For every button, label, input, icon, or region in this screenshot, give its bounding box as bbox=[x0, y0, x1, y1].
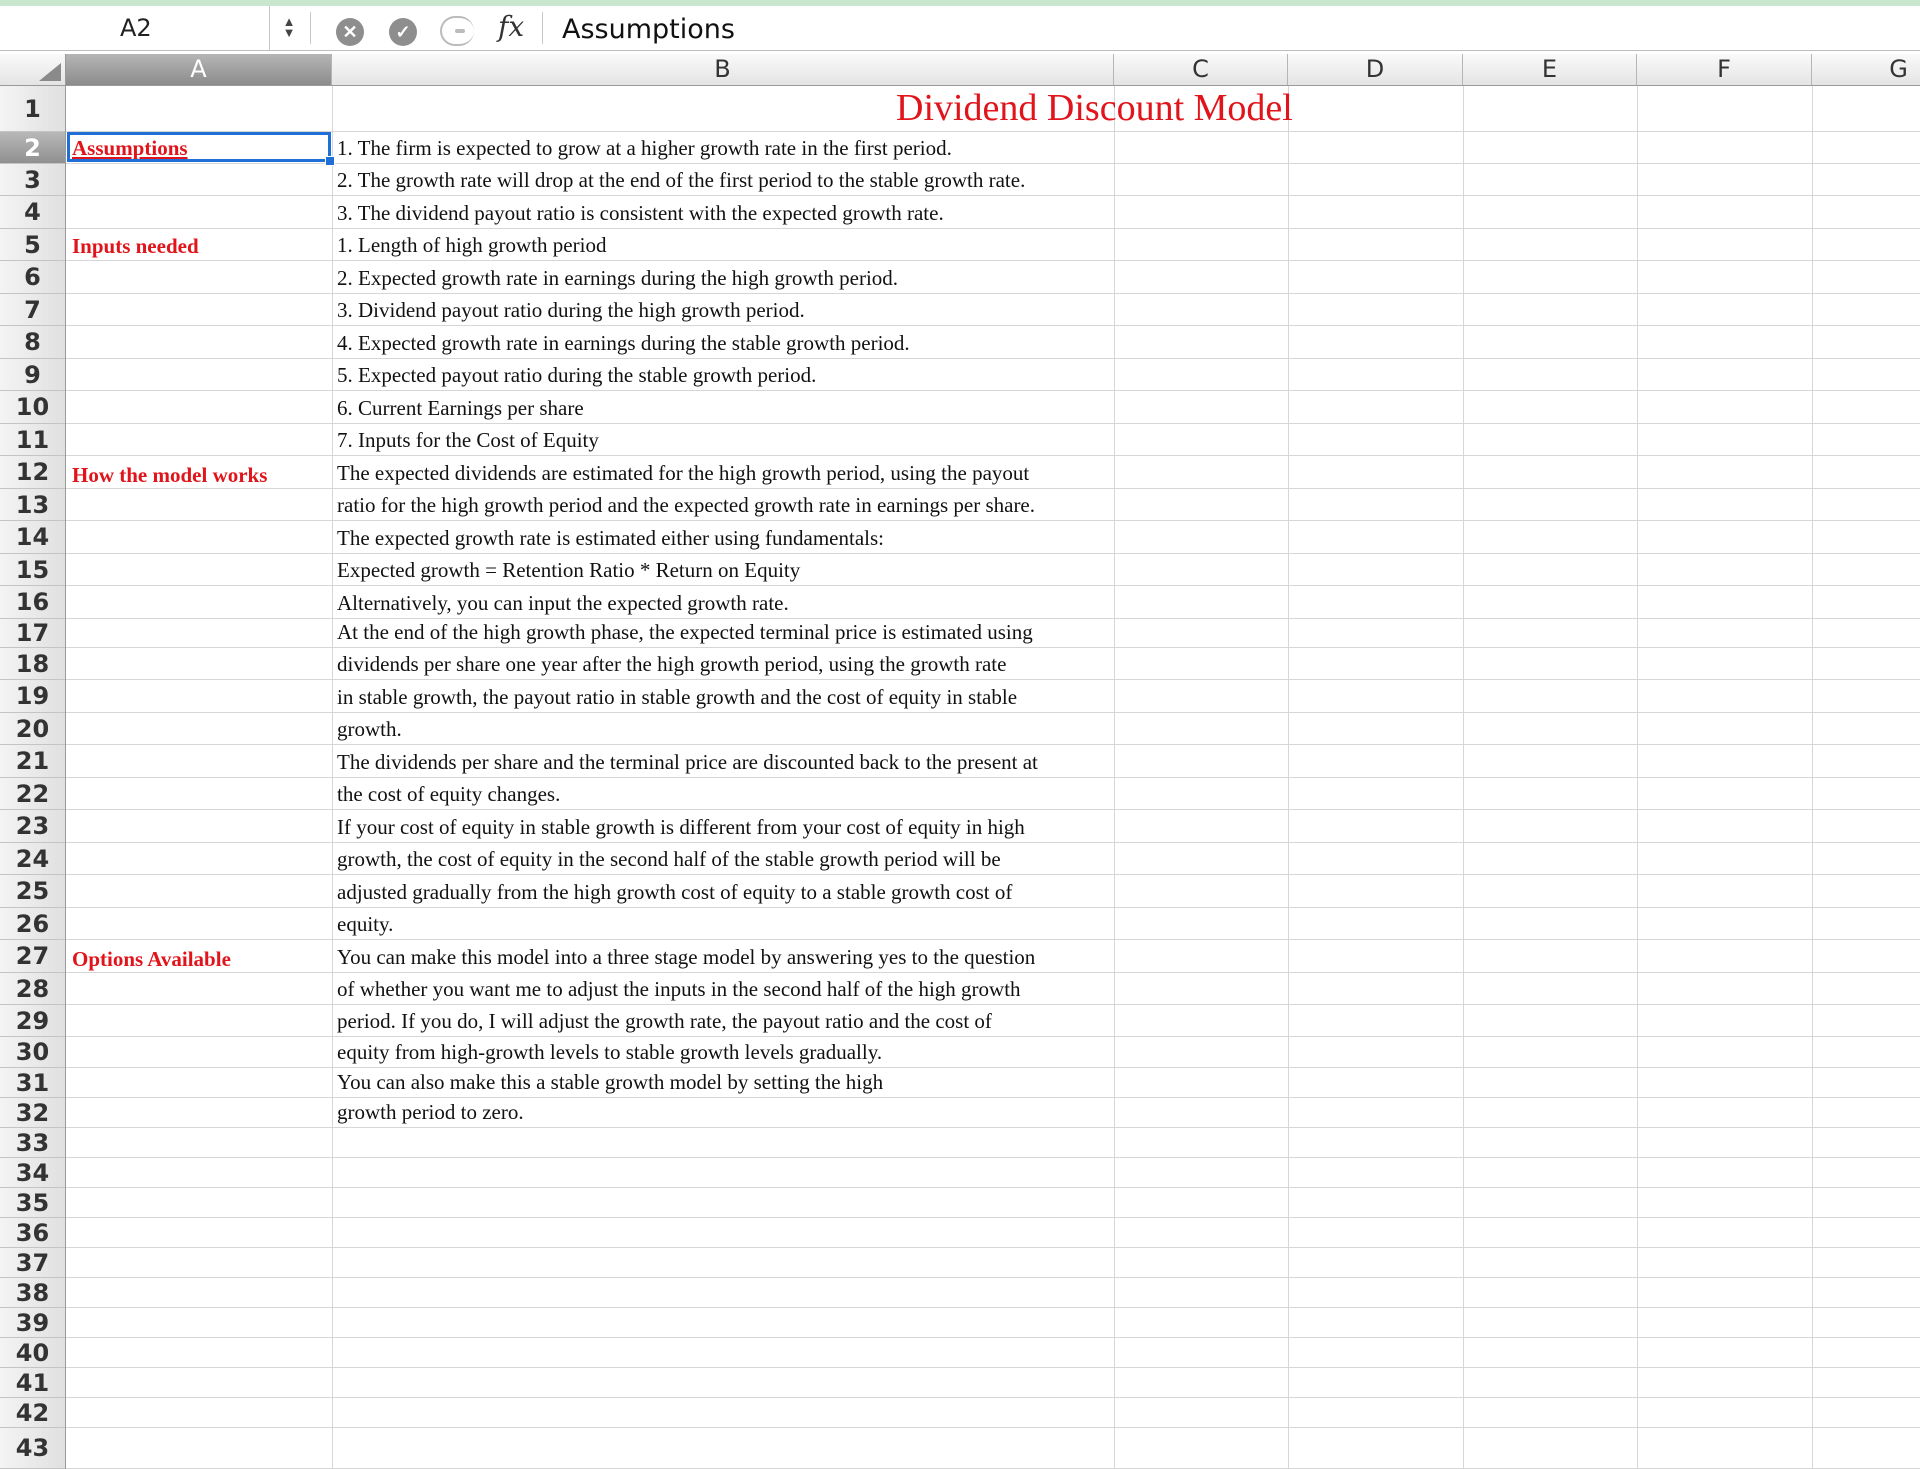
grid-row-line bbox=[66, 163, 1920, 164]
row-header-28[interactable]: 28 bbox=[0, 973, 65, 1005]
row-header-5[interactable]: 5 bbox=[0, 229, 65, 261]
row-header-23[interactable]: 23 bbox=[0, 810, 65, 843]
grid-row-line bbox=[66, 195, 1920, 196]
grid-column-line bbox=[1637, 86, 1638, 1469]
cell-a2-assumptions[interactable]: Assumptions bbox=[72, 136, 188, 160]
cell-b22[interactable]: the cost of equity changes. bbox=[337, 782, 561, 806]
row-header-22[interactable]: 22 bbox=[0, 778, 65, 810]
row-header-1[interactable]: 1 bbox=[0, 86, 65, 132]
cell-b14[interactable]: The expected growth rate is estimated either using fundamentals: bbox=[337, 526, 884, 550]
grid-row-line bbox=[66, 358, 1920, 359]
grid-row-line bbox=[66, 488, 1920, 489]
row-header-15[interactable]: 15 bbox=[0, 554, 65, 586]
cell-b3[interactable]: 2. The growth rate will drop at the end of the first period to the stable growth rate. bbox=[337, 168, 1026, 192]
grid-row-line bbox=[66, 744, 1920, 745]
cell-b9[interactable]: 5. Expected payout ratio during the stable growth period. bbox=[337, 363, 817, 387]
row-header-8[interactable]: 8 bbox=[0, 326, 65, 359]
row-header-36[interactable]: 36 bbox=[0, 1218, 65, 1248]
cell-a12-how-the-model-works[interactable]: How the model works bbox=[72, 463, 268, 487]
row-header-18[interactable]: 18 bbox=[0, 648, 65, 680]
grid-row-line bbox=[66, 1217, 1920, 1218]
cell-b7[interactable]: 3. Dividend payout ratio during the high growth period. bbox=[337, 298, 805, 322]
row-header-34[interactable]: 34 bbox=[0, 1158, 65, 1188]
cell-b17[interactable]: At the end of the high growth phase, the expected terminal price is estimated using bbox=[337, 620, 1033, 644]
cell-b31[interactable]: You can also make this a stable growth model by setting the high bbox=[337, 1070, 884, 1094]
select-all-icon bbox=[39, 63, 61, 81]
toolbar-separator bbox=[542, 12, 543, 44]
row-header-2[interactable]: 2 bbox=[0, 132, 65, 164]
column-header-c[interactable]: C bbox=[1114, 54, 1288, 85]
grid-row-line bbox=[66, 1397, 1920, 1398]
fx-icon[interactable]: fx bbox=[498, 10, 525, 43]
cell-b28[interactable]: of whether you want me to adjust the inputs in the second half of the high growth bbox=[337, 977, 1021, 1001]
row-header-39[interactable]: 39 bbox=[0, 1308, 65, 1338]
cell-b32[interactable]: growth period to zero. bbox=[337, 1100, 524, 1124]
grid-row-line bbox=[66, 842, 1920, 843]
cell-grid[interactable] bbox=[66, 86, 1920, 1469]
row-headers bbox=[0, 86, 66, 1469]
row-header-6[interactable]: 6 bbox=[0, 261, 65, 294]
formula-input[interactable]: Assumptions bbox=[562, 14, 735, 45]
name-box[interactable] bbox=[0, 6, 270, 50]
grid-column-line bbox=[1288, 86, 1289, 1469]
cell-b13[interactable]: ratio for the high growth period and the expected growth rate in earnings per share. bbox=[337, 493, 1036, 517]
active-cell-selection bbox=[67, 132, 331, 162]
grid-row-line bbox=[66, 1097, 1920, 1098]
cell-b5[interactable]: 1. Length of high growth period bbox=[337, 233, 607, 257]
row-header-7[interactable]: 7 bbox=[0, 294, 65, 326]
grid-row-line bbox=[66, 907, 1920, 908]
grid-row-line bbox=[66, 1004, 1920, 1005]
row-header-40[interactable]: 40 bbox=[0, 1338, 65, 1368]
name-box-stepper-icon[interactable]: ▲ ▼ bbox=[282, 14, 296, 40]
grid-row-line bbox=[66, 260, 1920, 261]
cancel-icon[interactable]: ✕ bbox=[336, 18, 364, 46]
row-header-13[interactable]: 13 bbox=[0, 489, 65, 521]
grid-row-line bbox=[66, 1157, 1920, 1158]
cell-b12[interactable]: The expected dividends are estimated for the high growth period, using the payout bbox=[337, 461, 1030, 485]
row-header-43[interactable]: 43 bbox=[0, 1428, 65, 1469]
grid-row-line bbox=[66, 1427, 1920, 1428]
cell-b25[interactable]: adjusted gradually from the high growth cost of equity to a stable growth cost of bbox=[337, 880, 1013, 904]
fill-handle[interactable] bbox=[325, 156, 335, 166]
column-header-a[interactable]: A bbox=[66, 54, 332, 85]
cell-b21[interactable]: The dividends per share and the terminal price are discounted back to the present at bbox=[337, 750, 1038, 774]
grid-row-line bbox=[66, 1036, 1920, 1037]
grid-row-line bbox=[66, 618, 1920, 619]
row-header-3[interactable]: 3 bbox=[0, 164, 65, 196]
grid-row-line bbox=[66, 1307, 1920, 1308]
grid-row-line bbox=[66, 1367, 1920, 1368]
grid-row-line bbox=[66, 1247, 1920, 1248]
toolbar-separator bbox=[310, 12, 311, 44]
row-header-21[interactable]: 21 bbox=[0, 745, 65, 778]
column-header-g[interactable]: G bbox=[1812, 54, 1920, 85]
grid-row-line bbox=[66, 325, 1920, 326]
grid-row-line bbox=[66, 1337, 1920, 1338]
grid-row-line bbox=[66, 972, 1920, 973]
grid-row-line bbox=[66, 390, 1920, 391]
grid-row-line bbox=[66, 1067, 1920, 1068]
row-header-31[interactable]: 31 bbox=[0, 1068, 65, 1098]
cell-a27-options-available[interactable]: Options Available bbox=[72, 947, 231, 971]
row-header-25[interactable]: 25 bbox=[0, 875, 65, 908]
cell-b20[interactable]: growth. bbox=[337, 717, 402, 741]
cell-b8[interactable]: 4. Expected growth rate in earnings during the stable growth period. bbox=[337, 331, 910, 355]
column-header-f[interactable]: F bbox=[1637, 54, 1812, 85]
row-header-41[interactable]: 41 bbox=[0, 1368, 65, 1398]
grid-row-line bbox=[66, 520, 1920, 521]
row-header-11[interactable]: 11 bbox=[0, 424, 65, 456]
cell-b29[interactable]: period. If you do, I will adjust the growth rate, the payout ratio and the cost of bbox=[337, 1009, 992, 1033]
cell-b26[interactable]: equity. bbox=[337, 912, 394, 936]
cell-b23[interactable]: If your cost of equity in stable growth is different from your cost of equity in high bbox=[337, 815, 1025, 839]
cell-b11[interactable]: 7. Inputs for the Cost of Equity bbox=[337, 428, 599, 452]
grid-row-line bbox=[66, 553, 1920, 554]
row-header-27[interactable]: 27 bbox=[0, 940, 65, 973]
grid-row-line bbox=[66, 455, 1920, 456]
grid-row-line bbox=[66, 1277, 1920, 1278]
column-headers bbox=[0, 54, 1920, 86]
cell-b24[interactable]: growth, the cost of equity in the second half of the stable growth period will be bbox=[337, 847, 1001, 871]
grid-row-line bbox=[66, 585, 1920, 586]
column-header-d[interactable]: D bbox=[1288, 54, 1463, 85]
grid-row-line bbox=[66, 131, 1920, 132]
row-header-30[interactable]: 30 bbox=[0, 1037, 65, 1068]
row-header-37[interactable]: 37 bbox=[0, 1248, 65, 1278]
cell-a5-inputs-needed[interactable]: Inputs needed bbox=[72, 234, 199, 258]
cell-b2[interactable]: 1. The firm is expected to grow at a higher growth rate in the first period. bbox=[337, 136, 952, 160]
name-box-value: A2 bbox=[120, 14, 152, 42]
grid-row-line bbox=[66, 293, 1920, 294]
row-header-9[interactable]: 9 bbox=[0, 359, 65, 391]
row-header-20[interactable]: 20 bbox=[0, 713, 65, 745]
grid-row-line bbox=[66, 647, 1920, 648]
row-header-24[interactable]: 24 bbox=[0, 843, 65, 875]
grid-column-line bbox=[1463, 86, 1464, 1469]
row-header-38[interactable]: 38 bbox=[0, 1278, 65, 1308]
cell-b27[interactable]: You can make this model into a three stage model by answering yes to the question bbox=[337, 945, 1036, 969]
row-header-29[interactable]: 29 bbox=[0, 1005, 65, 1037]
grid-row-line bbox=[66, 228, 1920, 229]
grid-row-line bbox=[66, 423, 1920, 424]
cell-b16[interactable]: Alternatively, you can input the expected growth rate. bbox=[337, 591, 789, 615]
grid-row-line bbox=[66, 679, 1920, 680]
grid-row-line bbox=[66, 712, 1920, 713]
cell-b15[interactable]: Expected growth = Retention Ratio * Return on Equity bbox=[337, 558, 801, 582]
grid-row-line bbox=[66, 939, 1920, 940]
sheet-title[interactable]: Dividend Discount Model bbox=[896, 87, 1293, 129]
row-header-14[interactable]: 14 bbox=[0, 521, 65, 554]
grid-row-line bbox=[66, 809, 1920, 810]
cell-b18[interactable]: dividends per share one year after the high growth period, using the growth rate bbox=[337, 652, 1007, 676]
row-header-35[interactable]: 35 bbox=[0, 1188, 65, 1218]
row-header-42[interactable]: 42 bbox=[0, 1398, 65, 1428]
cell-b6[interactable]: 2. Expected growth rate in earnings during the high growth period. bbox=[337, 266, 899, 290]
row-header-32[interactable]: 32 bbox=[0, 1098, 65, 1128]
cell-b30[interactable]: equity from high-growth levels to stable growth levels gradually. bbox=[337, 1040, 883, 1064]
column-header-e[interactable]: E bbox=[1463, 54, 1637, 85]
grid-row-line bbox=[66, 1127, 1920, 1128]
cell-b19[interactable]: in stable growth, the payout ratio in stable growth and the cost of equity in stable bbox=[337, 685, 1018, 709]
row-header-17[interactable]: 17 bbox=[0, 619, 65, 648]
confirm-icon[interactable]: ✓ bbox=[389, 18, 417, 46]
row-header-4[interactable]: 4 bbox=[0, 196, 65, 229]
select-all-corner[interactable] bbox=[0, 54, 66, 85]
column-header-b[interactable]: B bbox=[332, 54, 1114, 85]
row-header-12[interactable]: 12 bbox=[0, 456, 65, 489]
row-header-16[interactable]: 16 bbox=[0, 586, 65, 619]
grid-row-line bbox=[66, 1187, 1920, 1188]
grid-column-line bbox=[1114, 86, 1115, 1469]
grid-row-line bbox=[66, 874, 1920, 875]
grid-column-line bbox=[332, 86, 333, 1469]
formula-bar bbox=[0, 6, 1920, 51]
row-header-10[interactable]: 10 bbox=[0, 391, 65, 424]
cell-b10[interactable]: 6. Current Earnings per share bbox=[337, 396, 584, 420]
row-header-19[interactable]: 19 bbox=[0, 680, 65, 713]
function-toggle-icon[interactable] bbox=[440, 16, 474, 46]
row-header-33[interactable]: 33 bbox=[0, 1128, 65, 1158]
grid-column-line bbox=[1812, 86, 1813, 1469]
grid-row-line bbox=[66, 777, 1920, 778]
row-header-26[interactable]: 26 bbox=[0, 908, 65, 940]
cell-b4[interactable]: 3. The dividend payout ratio is consistent with the expected growth rate. bbox=[337, 201, 944, 225]
